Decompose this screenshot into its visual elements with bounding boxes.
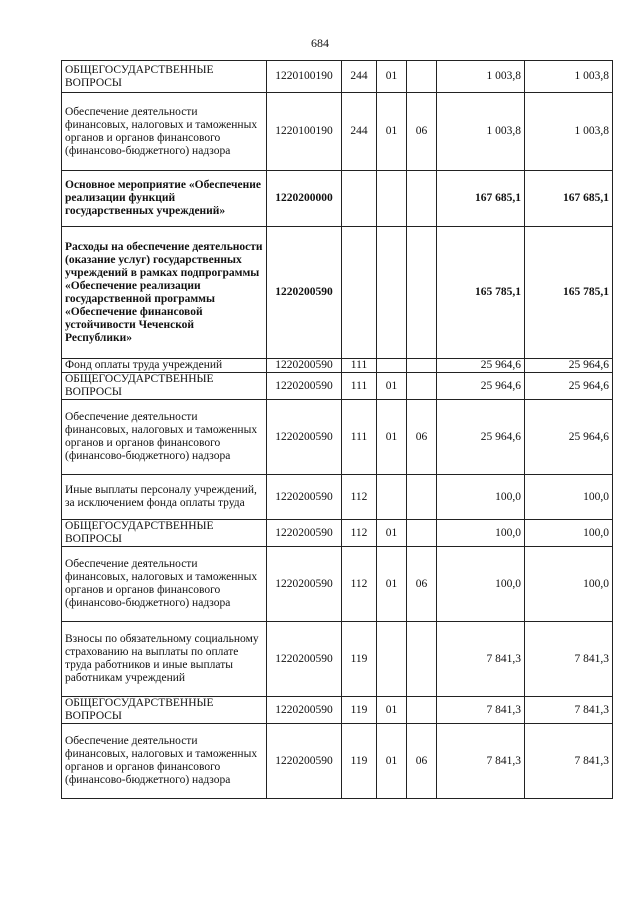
row-name: ОБЩЕГОСУДАРСТВЕННЫЕ ВОПРОСЫ: [62, 697, 267, 724]
row-name: Расходы на обеспечение деятельности (оказание услуг) государственных учреждений в рамках подпрограммы «Обеспечение реализации государственной программы «Обеспечение финансовой устойчивости Чеченской Республики»: [62, 227, 267, 359]
table-row: [62, 400, 613, 475]
row-subsection: [407, 697, 437, 724]
row-subsection: 06: [407, 93, 437, 171]
row-expense-type: [342, 171, 377, 227]
row-expense-type: 112: [342, 475, 377, 520]
table-row: [62, 475, 613, 520]
row-name: Обеспечение деятельности финансовых, налоговых и таможенных органов и органов финансового (финансово-бюджетного) надзора: [62, 400, 267, 475]
budget-table: [61, 60, 613, 799]
row-section: 01: [377, 61, 407, 93]
row-subsection: [407, 61, 437, 93]
row-amount-2: 100,0: [525, 547, 613, 622]
row-section: 01: [377, 547, 407, 622]
row-subsection: [407, 622, 437, 697]
row-name: ОБЩЕГОСУДАРСТВЕННЫЕ ВОПРОСЫ: [62, 520, 267, 547]
row-expense-type: 112: [342, 547, 377, 622]
row-name: ОБЩЕГОСУДАРСТВЕННЫЕ ВОПРОСЫ: [62, 61, 267, 93]
budget-table-body: [62, 61, 613, 799]
row-section: 01: [377, 400, 407, 475]
row-name: ОБЩЕГОСУДАРСТВЕННЫЕ ВОПРОСЫ: [62, 373, 267, 400]
row-target-code: 1220200000: [267, 171, 342, 227]
row-target-code: 1220200590: [267, 227, 342, 359]
row-name: Обеспечение деятельности финансовых, налоговых и таможенных органов и органов финансового (финансово-бюджетного) надзора: [62, 547, 267, 622]
row-name: Фонд оплаты труда учреждений: [62, 359, 267, 373]
row-name: Обеспечение деятельности финансовых, налоговых и таможенных органов и органов финансового (финансово-бюджетного) надзора: [62, 724, 267, 799]
table-row: [62, 171, 613, 227]
row-section: 01: [377, 697, 407, 724]
row-amount-1: 7 841,3: [437, 724, 525, 799]
row-target-code: 1220100190: [267, 93, 342, 171]
row-amount-2: 7 841,3: [525, 697, 613, 724]
row-name: Иные выплаты персоналу учреждений, за исключением фонда оплаты труда: [62, 475, 267, 520]
row-expense-type: 111: [342, 359, 377, 373]
row-amount-1: 1 003,8: [437, 61, 525, 93]
row-target-code: 1220200590: [267, 373, 342, 400]
row-target-code: 1220100190: [267, 61, 342, 93]
row-section: 01: [377, 373, 407, 400]
row-expense-type: 119: [342, 724, 377, 799]
row-subsection: 06: [407, 400, 437, 475]
table-row: [62, 547, 613, 622]
table-row: [62, 227, 613, 359]
table-row: [62, 61, 613, 93]
row-amount-2: 100,0: [525, 475, 613, 520]
table-row: [62, 697, 613, 724]
row-amount-1: 165 785,1: [437, 227, 525, 359]
row-amount-1: 7 841,3: [437, 697, 525, 724]
row-subsection: 06: [407, 547, 437, 622]
page-number: 684: [311, 36, 329, 50]
row-section: 01: [377, 93, 407, 171]
row-amount-2: 7 841,3: [525, 724, 613, 799]
table-row: [62, 359, 613, 373]
row-target-code: 1220200590: [267, 547, 342, 622]
row-expense-type: 112: [342, 520, 377, 547]
row-subsection: [407, 227, 437, 359]
row-amount-1: 25 964,6: [437, 373, 525, 400]
table-row: [62, 373, 613, 400]
row-subsection: 06: [407, 724, 437, 799]
row-subsection: [407, 171, 437, 227]
row-subsection: [407, 373, 437, 400]
row-target-code: 1220200590: [267, 400, 342, 475]
row-section: [377, 171, 407, 227]
row-target-code: 1220200590: [267, 724, 342, 799]
table-row: [62, 93, 613, 171]
row-amount-2: 25 964,6: [525, 373, 613, 400]
row-amount-1: 7 841,3: [437, 622, 525, 697]
row-target-code: 1220200590: [267, 475, 342, 520]
row-name: Основное мероприятие «Обеспечение реализации функций государственных учреждений»: [62, 171, 267, 227]
row-amount-2: 100,0: [525, 520, 613, 547]
row-name: Обеспечение деятельности финансовых, налоговых и таможенных органов и органов финансового (финансово-бюджетного) надзора: [62, 93, 267, 171]
row-subsection: [407, 520, 437, 547]
row-target-code: 1220200590: [267, 697, 342, 724]
row-amount-1: 1 003,8: [437, 93, 525, 171]
row-name: Взносы по обязательному социальному страхованию на выплаты по оплате труда работников и иные выплаты работникам учреждений: [62, 622, 267, 697]
row-subsection: [407, 475, 437, 520]
row-section: 01: [377, 520, 407, 547]
row-expense-type: 111: [342, 400, 377, 475]
row-section: [377, 227, 407, 359]
row-amount-2: 1 003,8: [525, 93, 613, 171]
row-expense-type: 119: [342, 697, 377, 724]
row-amount-1: 100,0: [437, 520, 525, 547]
table-row: [62, 724, 613, 799]
row-amount-1: 25 964,6: [437, 400, 525, 475]
row-amount-1: 25 964,6: [437, 359, 525, 373]
row-amount-2: 167 685,1: [525, 171, 613, 227]
row-target-code: 1220200590: [267, 520, 342, 547]
row-section: [377, 622, 407, 697]
row-amount-1: 100,0: [437, 475, 525, 520]
row-target-code: 1220200590: [267, 622, 342, 697]
row-expense-type: [342, 227, 377, 359]
row-amount-2: 165 785,1: [525, 227, 613, 359]
row-amount-1: 167 685,1: [437, 171, 525, 227]
row-expense-type: 119: [342, 622, 377, 697]
row-target-code: 1220200590: [267, 359, 342, 373]
row-amount-2: 25 964,6: [525, 359, 613, 373]
row-amount-2: 7 841,3: [525, 622, 613, 697]
row-expense-type: 244: [342, 61, 377, 93]
row-subsection: [407, 359, 437, 373]
row-expense-type: 244: [342, 93, 377, 171]
table-row: [62, 520, 613, 547]
row-section: [377, 475, 407, 520]
row-amount-2: 1 003,8: [525, 61, 613, 93]
row-amount-1: 100,0: [437, 547, 525, 622]
row-amount-2: 25 964,6: [525, 400, 613, 475]
table-row: [62, 622, 613, 697]
row-expense-type: 111: [342, 373, 377, 400]
row-section: 01: [377, 724, 407, 799]
row-section: [377, 359, 407, 373]
